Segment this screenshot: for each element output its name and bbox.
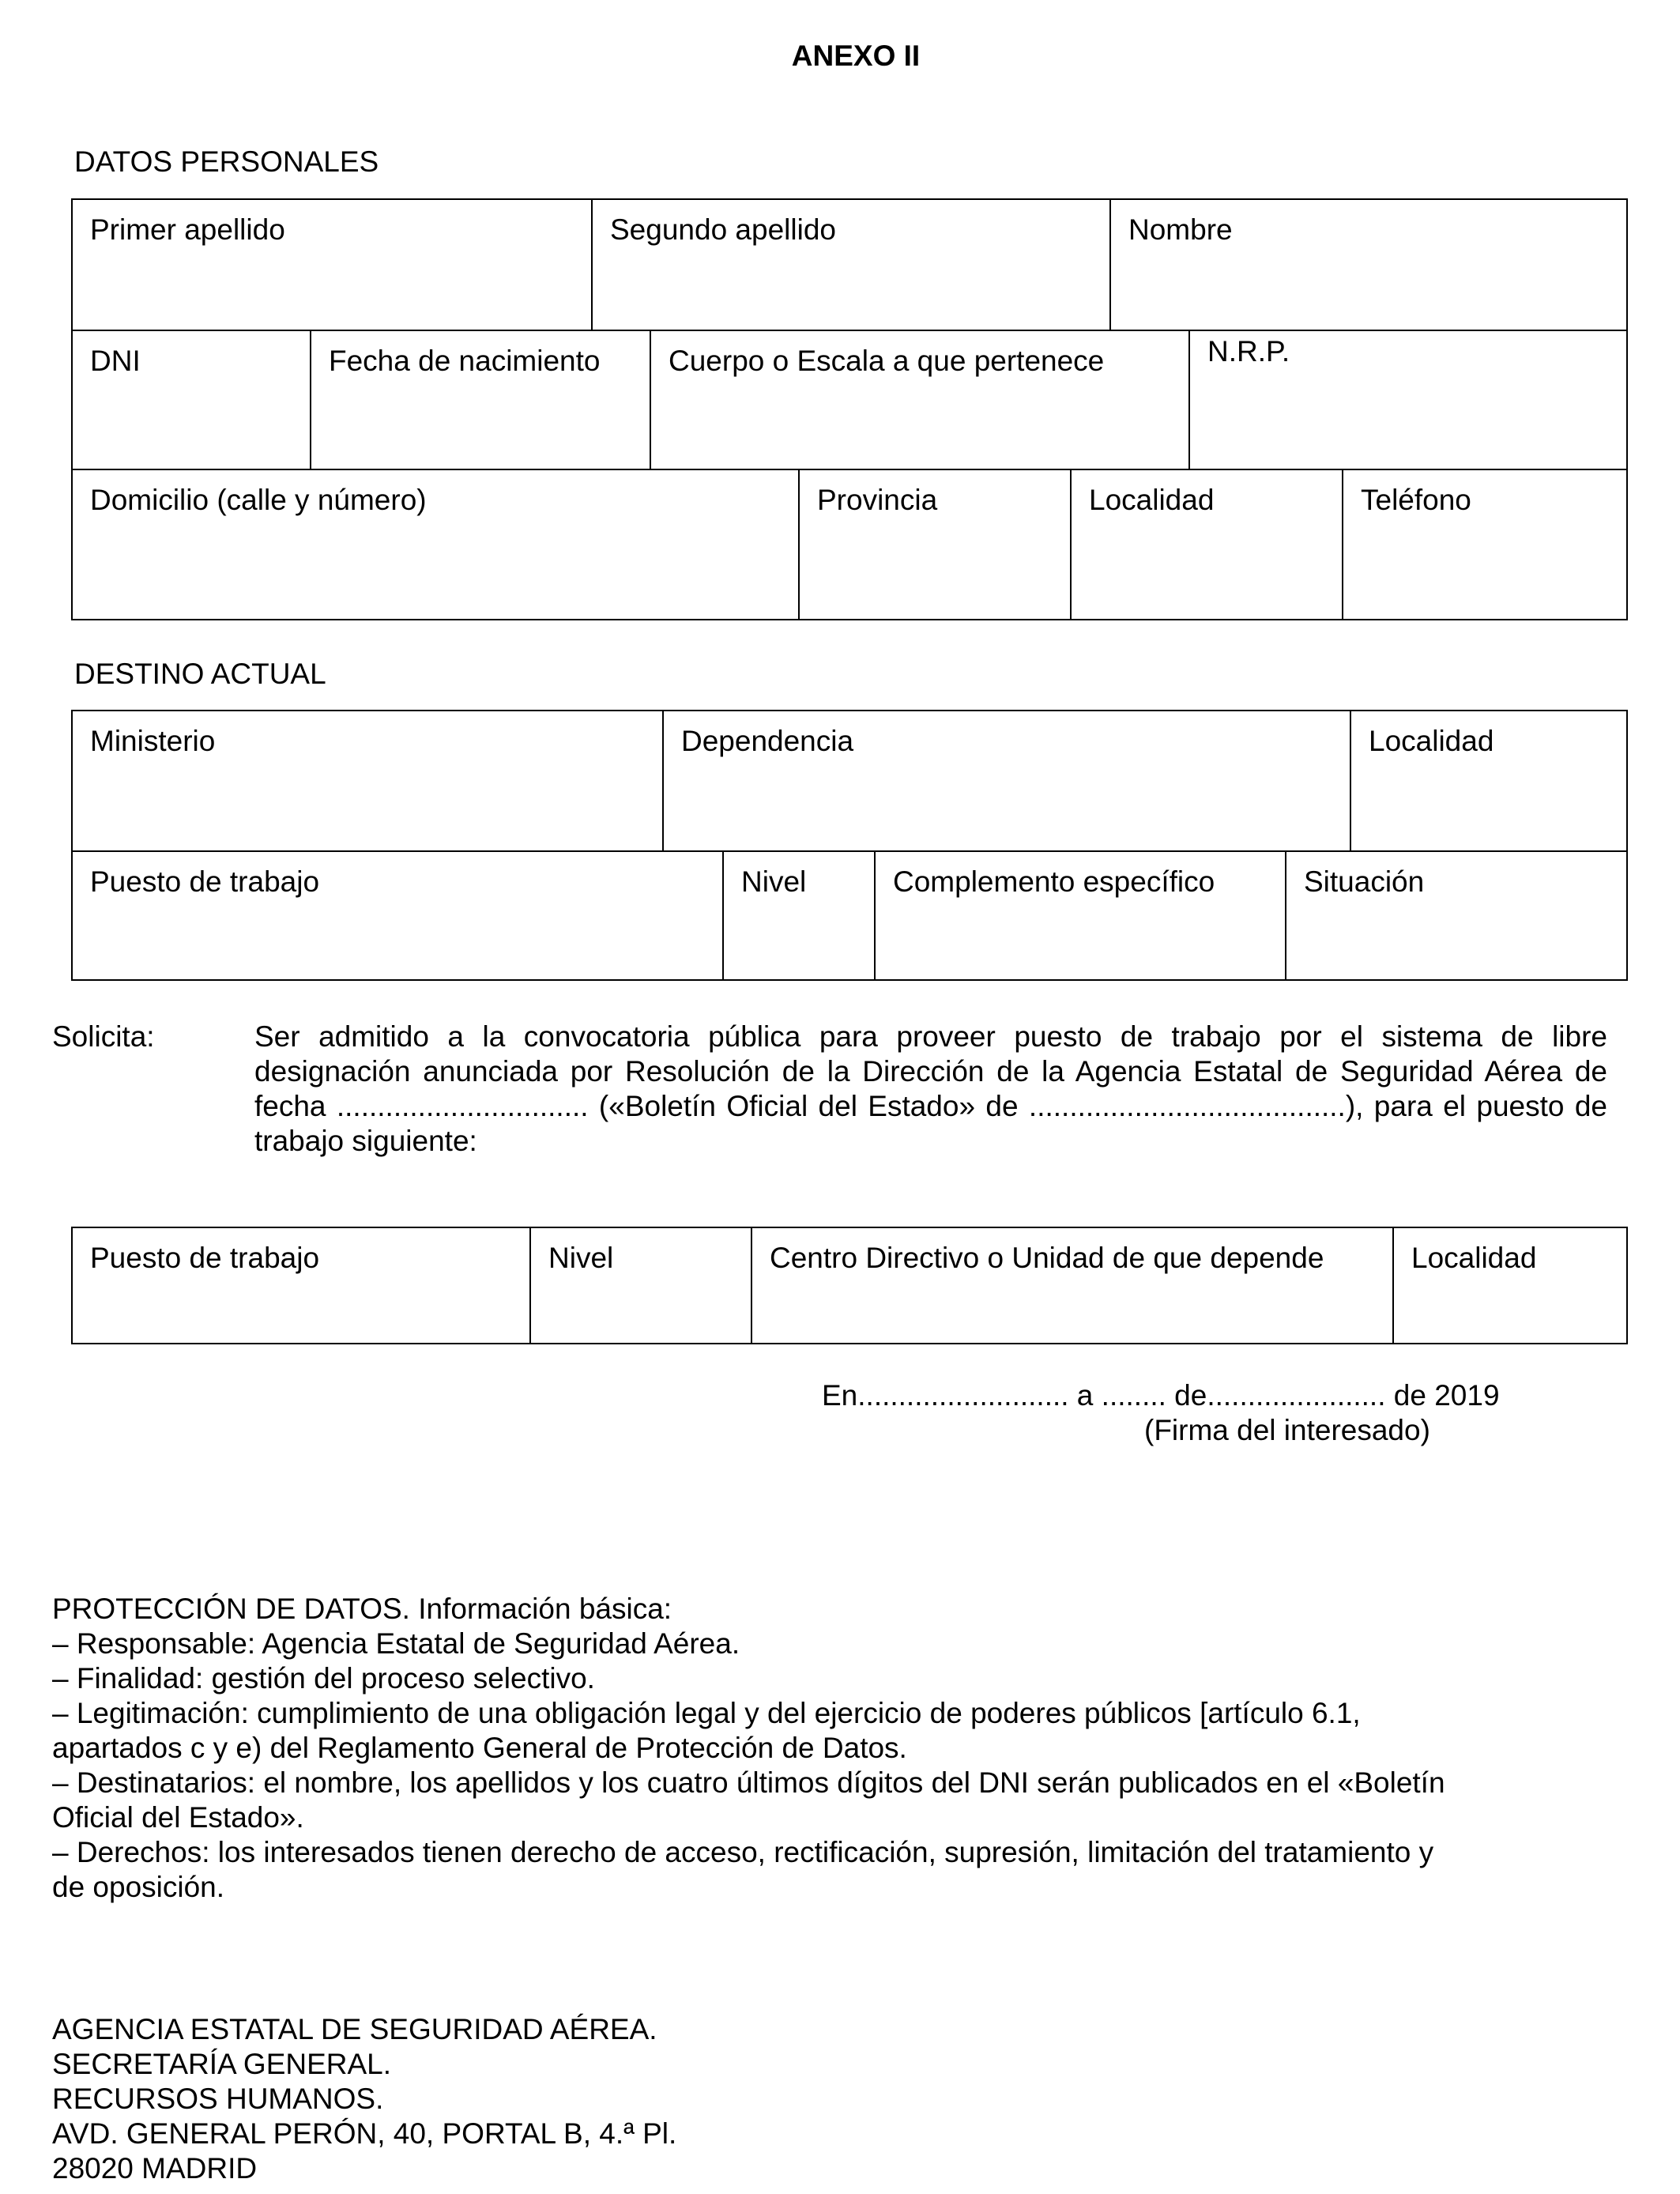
puesto-solicitado-table xyxy=(71,1227,1628,1344)
field-cuerpo-escala[interactable]: Cuerpo o Escala a que pertenece xyxy=(650,331,1188,469)
field-ministerio[interactable]: Ministerio xyxy=(90,725,216,757)
field-nrp[interactable]: N.R.P. xyxy=(1188,331,1626,469)
destino-actual-table xyxy=(71,710,1628,981)
datos-personales-table xyxy=(71,198,1628,620)
field-centro-directivo[interactable]: Centro Directivo o Unidad de que depende xyxy=(751,1228,1392,1343)
table-row xyxy=(73,469,1626,619)
solicita-text: Ser admitido a la convocatoria pública para proveer puesto de trabajo por el sistema de libre designación anunciada por Resolución de la Dirección de la Agencia Estatal de Seguridad Aérea de fecha ............................... («Boletín Oficial del Estado» de .......................................), para el puesto de trabajo siguiente: xyxy=(254,1020,1607,1157)
field-segundo-apellido[interactable]: Segundo apellido xyxy=(591,200,1109,330)
page-title: ANEXO II xyxy=(791,40,921,72)
field-localidad-destino[interactable]: Localidad xyxy=(1350,711,1626,850)
field-nivel[interactable]: Nivel xyxy=(722,852,874,979)
field-localidad-solicitado[interactable]: Localidad xyxy=(1392,1228,1626,1343)
solicita-label: Solicita: xyxy=(52,1020,155,1053)
firma-caption: (Firma del interesado) xyxy=(1144,1414,1430,1446)
proteccion-line: de oposición. xyxy=(52,1871,225,1903)
table-row xyxy=(73,330,1626,469)
proteccion-line: Oficial del Estado». xyxy=(52,1801,304,1834)
field-dni[interactable]: DNI xyxy=(90,345,141,377)
proteccion-line: apartados c y e) del Reglamento General de Protección de Datos. xyxy=(52,1732,907,1764)
proteccion-line: – Responsable: Agencia Estatal de Seguridad Aérea. xyxy=(52,1627,740,1660)
table-row xyxy=(73,1228,1626,1343)
field-nombre[interactable]: Nombre xyxy=(1109,200,1626,330)
field-situacion[interactable]: Situación xyxy=(1285,852,1626,979)
table-row xyxy=(73,850,1626,979)
proteccion-line: – Destinatarios: el nombre, los apellidos y los cuatro últimos dígitos del DNI serán publicados en el «Boletín xyxy=(52,1766,1445,1799)
field-telefono[interactable]: Teléfono xyxy=(1342,470,1626,619)
field-primer-apellido[interactable]: Primer apellido xyxy=(90,213,285,246)
direccion-envio xyxy=(52,2012,676,2186)
section-heading-datos-personales: DATOS PERSONALES xyxy=(74,145,379,178)
proteccion-line: – Finalidad: gestión del proceso selectivo. xyxy=(52,1662,595,1695)
table-row xyxy=(73,711,1626,850)
field-nivel-solicitado[interactable]: Nivel xyxy=(529,1228,751,1343)
section-heading-destino-actual: DESTINO ACTUAL xyxy=(74,658,326,690)
proteccion-line: – Derechos: los interesados tienen derecho de acceso, rectificación, supresión, limitación del tratamiento y xyxy=(52,1836,1434,1868)
field-domicilio[interactable]: Domicilio (calle y número) xyxy=(90,484,427,516)
direccion-line: 28020 MADRID xyxy=(52,2152,258,2185)
field-provincia[interactable]: Provincia xyxy=(798,470,1070,619)
proteccion-line: PROTECCIÓN DE DATOS. Información básica: xyxy=(52,1593,672,1625)
direccion-line: RECURSOS HUMANOS. xyxy=(52,2083,384,2115)
direccion-line: AVD. GENERAL PERÓN, 40, PORTAL B, 4.ª Pl. xyxy=(52,2117,677,2150)
direccion-line: AGENCIA ESTATAL DE SEGURIDAD AÉREA. xyxy=(52,2013,657,2045)
field-localidad[interactable]: Localidad xyxy=(1070,470,1342,619)
direccion-line: SECRETARÍA GENERAL. xyxy=(52,2048,392,2080)
table-row xyxy=(73,200,1626,330)
proteccion-line: – Legitimación: cumplimiento de una obligación legal y del ejercicio de poderes públicos [artículo 6.1, xyxy=(52,1697,1361,1729)
proteccion-datos xyxy=(52,1592,1445,1905)
field-dependencia[interactable]: Dependencia xyxy=(662,711,1350,850)
field-puesto-solicitado[interactable]: Puesto de trabajo xyxy=(90,1242,320,1274)
field-fecha-nacimiento[interactable]: Fecha de nacimiento xyxy=(310,331,650,469)
field-complemento-especifico[interactable]: Complemento específico xyxy=(874,852,1285,979)
firma-line: En.......................... a ........ de...................... de 2019 xyxy=(822,1379,1500,1412)
field-puesto-trabajo[interactable]: Puesto de trabajo xyxy=(90,865,320,898)
